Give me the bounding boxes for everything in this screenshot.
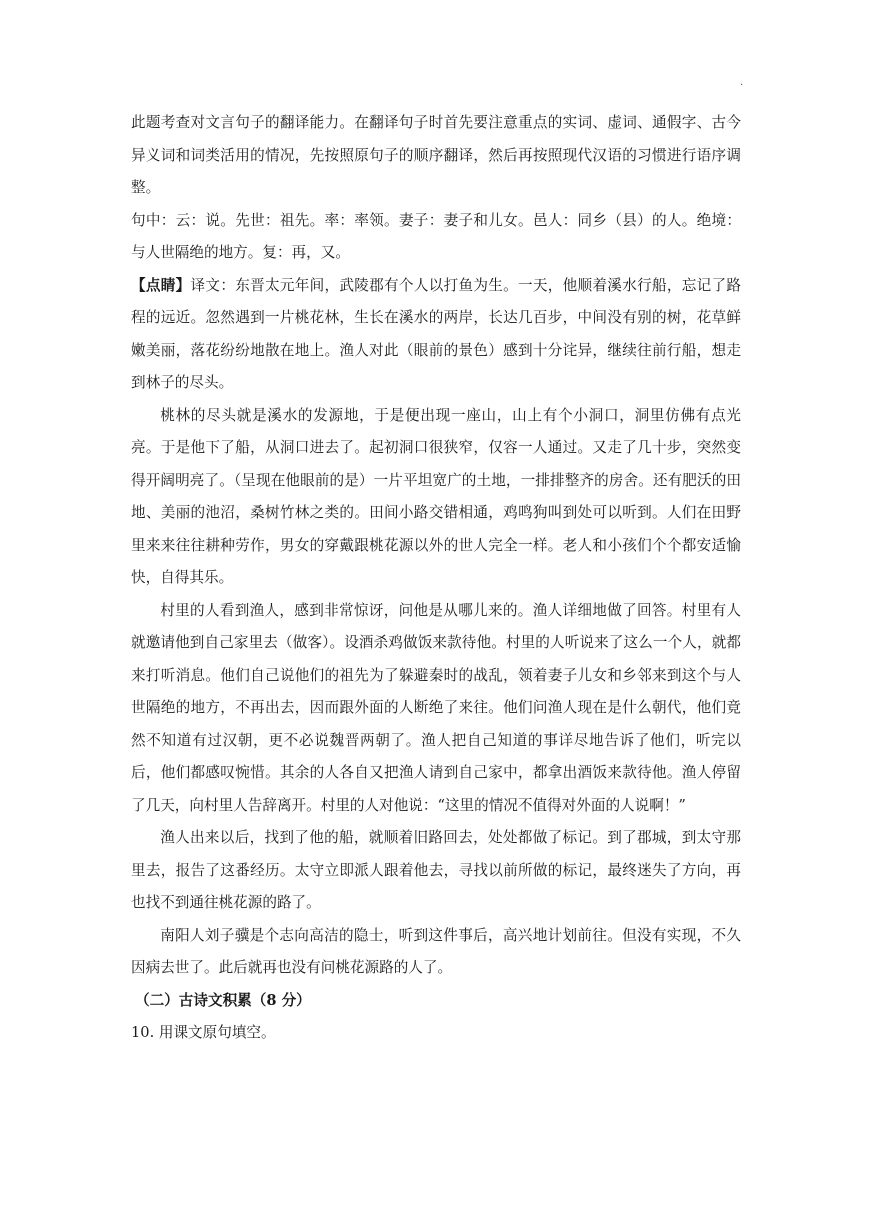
section-title: （二）古诗文积累（8 分） <box>135 991 311 1009</box>
page-mark: · <box>740 80 744 91</box>
note-paragraph <box>131 270 741 400</box>
translation-paragraph: 南阳人刘子骥是个志向高洁的隐士，听到这件事后，高兴地计划前往。但没有实现，不久因病去世了。此后就再也没有问桃花源路的人了。 <box>131 926 741 976</box>
question-10: 10. 用课文原句填空。 <box>131 1023 276 1041</box>
translation-paragraph: 村里的人看到渔人，感到非常惊讶，问他是从哪儿来的。渔人详细地做了回答。村里有人就邀请他到自己家里去（做客）。设酒杀鸡做饭来款待他。村里的人听说来了这么一个人，就都来打听消息。他们自己说他们的祖先为了躲避秦时的战乱，领着妻子儿女和乡邻来到这个与人世隔绝的地方，不再出去，因而跟外面的人断绝了来往。他们问渔人现在是什么朝代，他们竟然不知道有过汉朝，更不必说魏晋两朝了。渔人把自己知道的事详尽地告诉了他们，听完以后，他们都感叹惋惜。其余的人各自又把渔人请到自己家中，都拿出酒饭来款待他。渔人停留了几天，向村里人告辞离开。村里的人对他说：“这里的情况不值得对外面的人说啊！” <box>131 601 741 814</box>
page-content <box>131 107 741 1049</box>
glossary-paragraph: 句中：云：说。先世：祖先。率：率领。妻子：妻子和儿女。邑人：同乡（县）的人。绝境：与人世隔绝的地方。复：再，又。 <box>131 211 741 261</box>
translation-paragraph: 桃林的尽头就是溪水的发源地，于是便出现一座山，山上有个小洞口，洞里仿佛有点光亮。于是他下了船，从洞口进去了。起初洞口很狭窄，仅容一人通过。又走了几十步，突然变得开阔明亮了。（呈现在他眼前的是）一片平坦宽广的土地，一排排整齐的房舍。还有肥沃的田地、美丽的池沼，桑树竹林之类的。田间小路交错相通，鸡鸣狗叫到处可以听到。人们在田野里来来往往耕种劳作，男女的穿戴跟桃花源以外的世人完全一样。老人和小孩们个个都安适愉快，自得其乐。 <box>131 406 741 586</box>
translation-paragraph: 渔人出来以后，找到了他的船，就顺着旧路回去，处处都做了标记。到了郡城，到太守那里去，报告了这番经历。太守立即派人跟着他去，寻找以前所做的标记，最终迷失了方向，再也找不到通往桃花源的路了。 <box>131 829 741 911</box>
note-label: 【点睛】 <box>131 276 191 294</box>
analysis-paragraph: 此题考查对文言句子的翻译能力。在翻译句子时首先要注意重点的实词、虚词、通假字、古今异义词和词类活用的情况，先按照原句子的顺序翻译，然后再按照现代汉语的习惯进行语序调整。 <box>131 114 741 196</box>
note-text: 译文：东晋太元年间，武陵郡有个人以打鱼为生。一天，他顺着溪水行船，忘记了路程的远近。忽然遇到一片桃花林，生长在溪水的两岸，长达几百步，中间没有别的树，花草鲜嫩美丽，落花纷纷地散在地上。渔人对此（眼前的景色）感到十分诧异，继续往前行船，想走到林子的尽头。 <box>131 276 741 391</box>
